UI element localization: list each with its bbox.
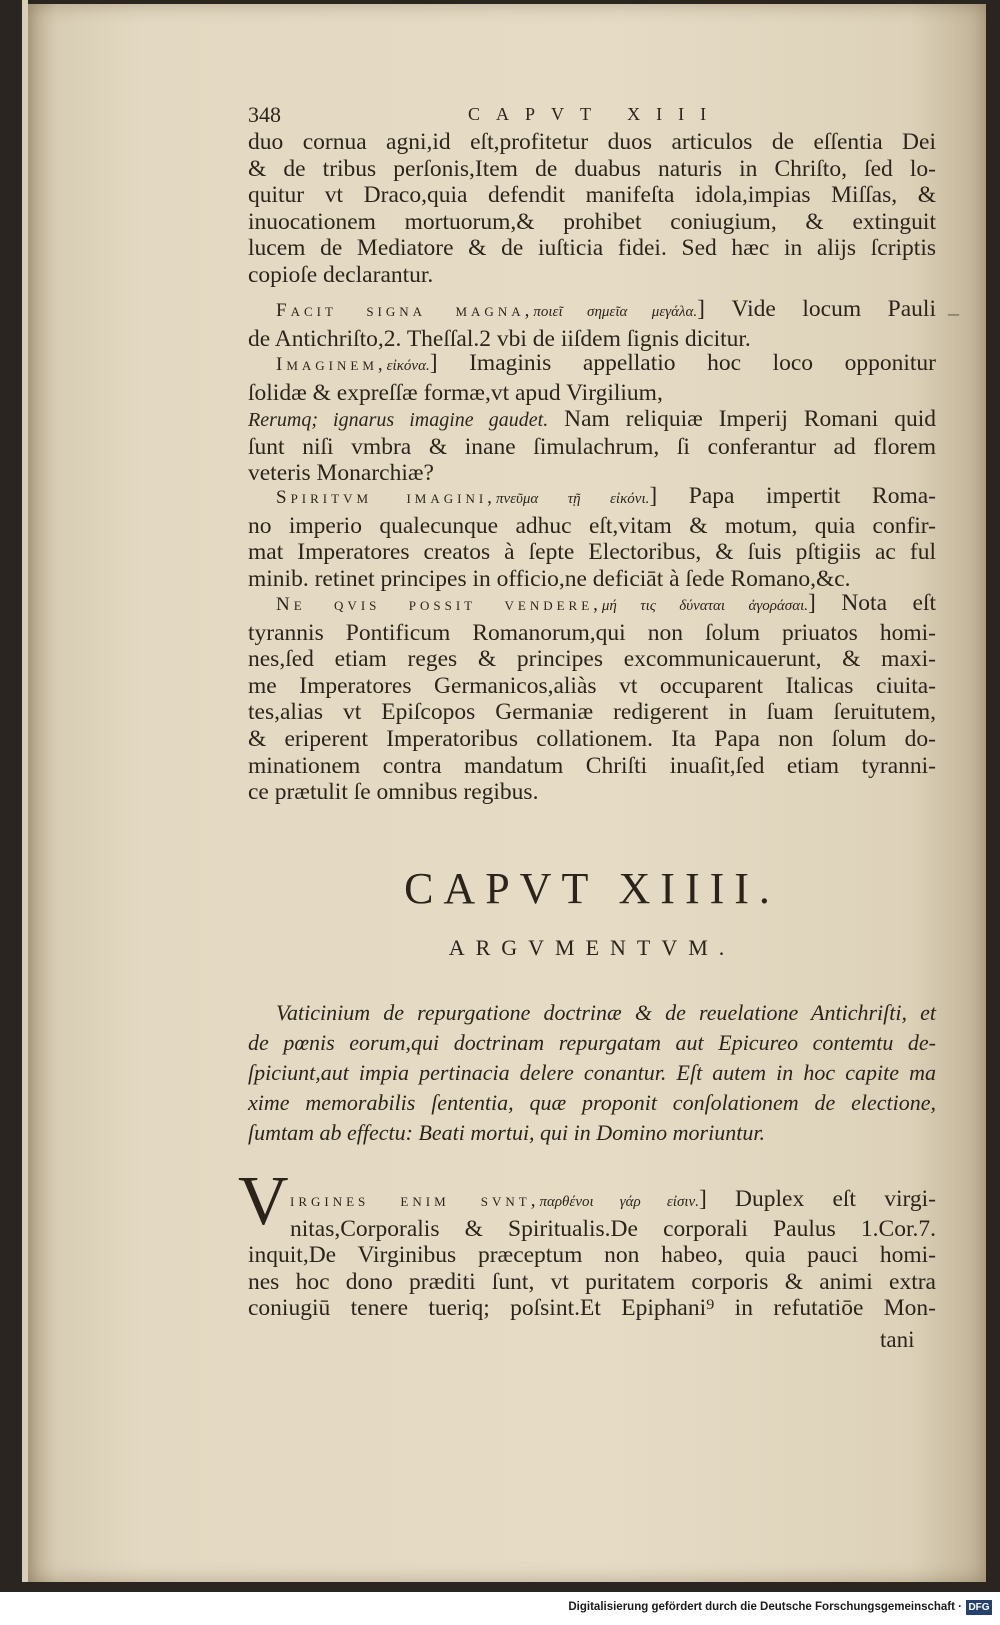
paragraph-2 — [248, 296, 936, 352]
text-line: Imaginem,εἰκόνα.] Imaginis appellatio hoc loco opponitur — [276, 350, 936, 376]
text-line: Vaticinium de repurgatione doctrinæ & de reuelatione Antichriſti, et — [276, 1000, 936, 1025]
text-line: Ne qvis possit vendere,μή τις δύναται ἀγοράσαι.] Nota eſt — [276, 590, 937, 616]
greek-text: μή τις δύναται ἀγοράσαι. — [601, 598, 808, 614]
text-line: irgines enim svnt,παρθένοι γάρ εἰσιν.] Duplex eſt virgi- — [290, 1186, 936, 1212]
greek-text: ποιεῖ σημεῖα μεγάλα. — [533, 304, 698, 320]
text-line: & eriperent Imperatoribus collationem. Ita Papa non ſolum do- — [248, 725, 936, 752]
text-line: tes,alias vt Epiſcopos Germaniæ redigerent in ſuam ſeruitutem, — [248, 699, 936, 726]
greek-text: εἰκόνα. — [386, 358, 430, 374]
text-line: veteris Monarchiæ? — [248, 460, 434, 487]
lemma: Spiritvm imagini, — [276, 487, 496, 508]
text-line: inquit,De Virginibus præceptum non habeo, quia pauci homi- — [248, 1242, 936, 1269]
paragraph-3 — [248, 350, 936, 487]
text-line: mat Imperatores creatos à ſepte Electoribus, & ſuis pſtigiis ac ful — [248, 539, 936, 566]
paragraph-1 — [248, 129, 936, 289]
page-header — [248, 102, 936, 130]
text-line: tyrannis Pontificum Romanorum,qui non ſolum priuatos homi- — [248, 619, 936, 646]
text-line: minationem contra mandatum Chriſti inuaſit,ſed etiam tyranni- — [248, 752, 936, 779]
text-line: inuocationem mortuorum,& prohibet coniugium, & extinguit — [248, 208, 936, 235]
text-line: de pœnis eorum,qui doctrinam repurgatam aut Epicureo contemtu de- — [248, 1030, 936, 1055]
text-line: no imperio qualecunque adhuc eſt,vitam & motum, quia confir- — [248, 512, 936, 539]
lemma: Ne qvis possit vendere, — [276, 594, 602, 615]
text-line: ce prætulit ſe omnibus regibus. — [248, 779, 539, 806]
text-line: copioſe declarantur. — [248, 261, 434, 288]
text-line: Spiritvm imagini,πνεῦμα τῇ εἰκόνι.] Papa impertit Roma- — [276, 483, 936, 509]
text-line: ſolidæ & expreſſæ formæ,vt apud Virgilium, — [248, 379, 663, 406]
text-line: Facit signa magna,ποιεῖ σημεῖα μεγάλα.] Vide locum Pauli — [276, 296, 936, 322]
margin-mark: – — [948, 300, 959, 325]
argument-text — [248, 998, 936, 1148]
lemma: irgines enim svnt, — [290, 1190, 540, 1211]
text-line: xime memorabilis ſententia, quæ proponit conſolationem de electione, — [248, 1090, 936, 1115]
greek-text: πνεῦμα τῇ εἰκόνι. — [495, 491, 650, 507]
lemma: Imaginem, — [276, 354, 387, 375]
text-line: minib. retinet principes in officio,ne deficiāt à ſede Romano,&c. — [248, 565, 851, 592]
text-line: nes hoc dono præditi ſunt, vt puritatem corporis & animi extra — [248, 1268, 936, 1295]
text-line: me Imperatores Germanicos,aliàs vt occuparent Italicas ciuita- — [248, 672, 936, 699]
lemma: Facit signa magna, — [276, 300, 534, 321]
text-line: de Antichriſto,2. Theſſal.2 vbi de iiſdem ſignis dicitur. — [248, 325, 751, 352]
paragraph-5 — [248, 590, 936, 806]
text-line: ſpiciunt,aut impia pertinacia delere conantur. Eſt autem in hoc capite ma — [248, 1060, 936, 1085]
text-line: nes,ſed etiam reges & principes excommunicauerunt, & maxi- — [248, 646, 936, 673]
footer-bar — [0, 1592, 1000, 1625]
text-line: ſunt niſi vmbra & inane ſimulachrum, ſi conferantur ad florem — [248, 433, 936, 460]
running-head: CAPVT XIII — [468, 104, 723, 124]
dfg-logo: DFG — [966, 1600, 992, 1615]
chapter-title: CAPVT XIIII. — [404, 864, 780, 913]
page-number: 348 — [248, 102, 281, 127]
argument-title: ARGVMENTVM. — [448, 935, 736, 960]
paragraph-4 — [248, 483, 936, 592]
text-line: duo cornua agni,id eſt,profitetur duos articulos de eſſentia Dei — [248, 129, 936, 155]
text-line: & de tribus perſonis,Item de duabus naturis in Chriſto, ſed lo- — [248, 155, 936, 182]
text-line: quitur vt Draco,quia defendit manifeſta idola,impias Miſſas, & — [248, 182, 936, 209]
virgil-quote: Rerumq; ignarus imagine gaudet. — [248, 409, 549, 432]
text-line: coniugiū tenere tueriq; poſsint.Et Epiphani⁹ in refutatiōe Mon- — [248, 1295, 936, 1322]
paragraph-6 — [248, 1186, 936, 1322]
drop-cap: V — [238, 1163, 289, 1240]
text-line: lucem de Mediatore & de iuſticia fidei. Sed hæc in alijs ſcriptis — [248, 235, 936, 262]
funding-notice: Digitalisierung gefördert durch die Deutsche Forschungsgemeinschaft · — [568, 1601, 962, 1613]
greek-text: παρθένοι γάρ εἰσιν. — [539, 1194, 699, 1210]
text-line: Rerumq; ignarus imagine gaudet. Nam reliquiæ Imperij Romani quid — [248, 406, 936, 433]
catchword: tani — [880, 1327, 915, 1352]
text-line: ſumtam ab effectu: Beati mortui, qui in Domino moriuntur. — [248, 1120, 765, 1145]
text-line: nitas,Corporalis & Spiritualis.De corporali Paulus 1.Cor.7. — [290, 1215, 936, 1242]
